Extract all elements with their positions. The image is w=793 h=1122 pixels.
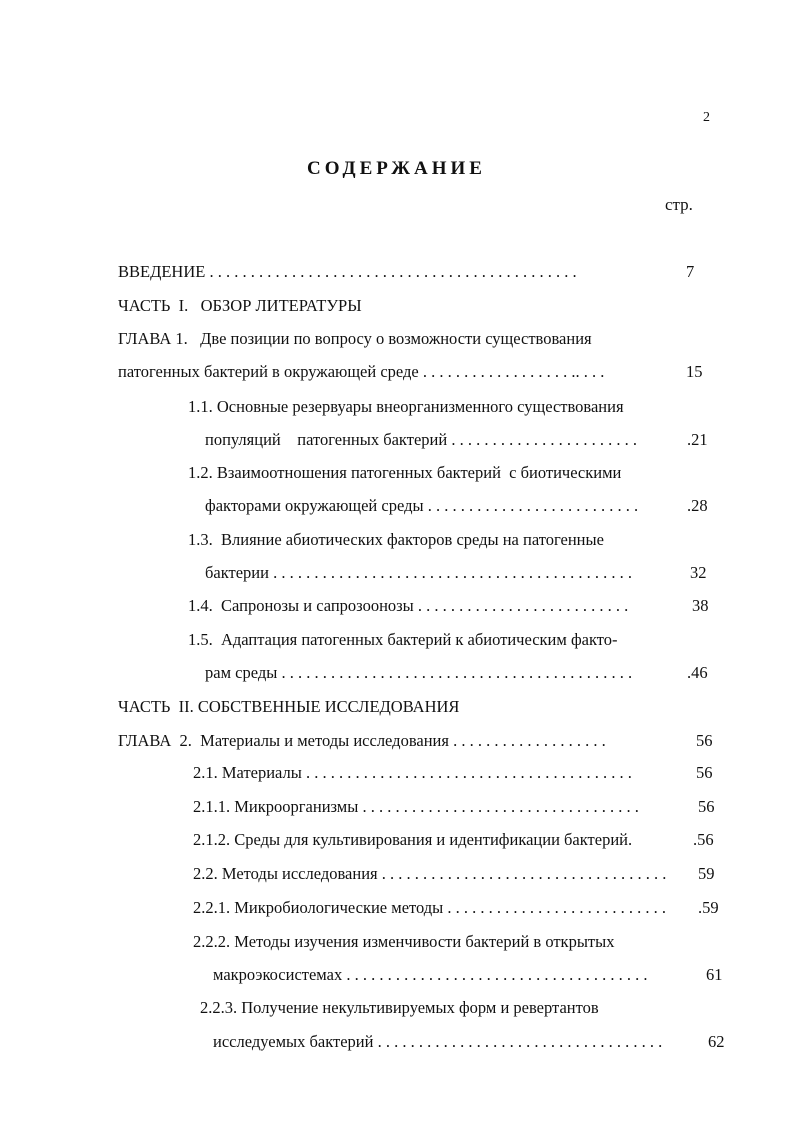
toc-text: 2.2.1. Микробиологические методы (193, 898, 444, 917)
toc-text: исследуемых бактерий (213, 1032, 374, 1051)
toc-line (193, 797, 715, 817)
toc-line (193, 932, 614, 952)
toc-line (193, 898, 719, 918)
toc-page: .28 (687, 496, 708, 515)
toc-dots: . . . . . . . . . . . . . . . . . . . . . . . . . . . . . . . . . . (362, 797, 639, 816)
toc-text: 2.1. Материалы (193, 763, 302, 782)
toc-page: 56 (698, 797, 715, 816)
toc-line (205, 563, 707, 583)
toc-text: 1.4. Сапронозы и сапрозоонозы (188, 596, 414, 615)
toc-page: 32 (690, 563, 707, 582)
toc-dots: . . . . . . . . . . . . . . . . . . .. . . . (422, 362, 605, 381)
page-number: 2 (703, 110, 710, 125)
toc-page: 59 (698, 864, 715, 883)
toc-dots: . . . . . . . . . . . . . . . . . . . . . . . (451, 430, 637, 449)
toc-dots: . . . . . . . . . . . . . . . . . . . . . . . . . . . . . . . . . . . (381, 864, 667, 883)
toc-text: 1.5. Адаптация патогенных бактерий к абиотическим факто- (188, 630, 618, 649)
toc-text: ВВЕДЕНИЕ (118, 262, 206, 281)
toc-text: 1.1. Основные резервуары внеорганизменного существования (188, 397, 624, 416)
toc-line (213, 965, 723, 985)
toc-page: .21 (687, 430, 708, 449)
toc-page: 15 (686, 362, 703, 381)
toc-dots: . . . . . . . . . . . . . . . . . . . . . . . . . . . . . . . . . . . . . . . . . . . . (273, 563, 632, 582)
toc-text: популяций патогенных бактерий (205, 430, 448, 449)
toc-dots: . . . . . . . . . . . . . . . . . . . . . . . . . . (417, 596, 629, 615)
toc-line (193, 830, 714, 850)
toc-page: .59 (698, 898, 719, 917)
toc-text: ГЛАВА 1. Две позиции по вопросу о возможности существования (118, 329, 592, 348)
toc-dots: . . . . . . . . . . . . . . . . . . . . . . . . . . . . . . . . . . . . . . . . . . . (281, 663, 633, 682)
toc-line (118, 362, 703, 382)
toc-line (188, 463, 621, 483)
page-title: СОДЕРЖАНИЕ (307, 158, 486, 179)
toc-text: бактерии (205, 563, 269, 582)
toc-text: 1.2. Взаимоотношения патогенных бактерий с биотическими (188, 463, 622, 482)
toc-page: 56 (696, 731, 713, 750)
toc-dots: . . . . . . . . . . . . . . . . . . . . . . . . . . . . . . . . . . . . . . . . (305, 763, 632, 782)
toc-line (188, 630, 618, 650)
toc-line (118, 296, 362, 316)
toc-page: 62 (708, 1032, 725, 1051)
toc-page: 7 (686, 262, 695, 281)
toc-line (118, 329, 592, 349)
toc-line (188, 397, 624, 417)
toc-line (205, 663, 708, 683)
toc-line (205, 430, 708, 450)
toc-dots: . . . . . . . . . . . . . . . . . . . . . . . . . . . . . . . . . . . . . (346, 965, 648, 984)
toc-dots: . . . . . . . . . . . . . . . . . . . . . . . . . . . (447, 898, 667, 917)
toc-page: .46 (687, 663, 708, 682)
toc-text: 1.3. Влияние абиотических факторов среды на патогенные (188, 530, 604, 549)
toc-line (118, 731, 713, 751)
toc-dots: . . . . . . . . . . . . . . . . . . . (453, 731, 606, 750)
toc-dots: . . . . . . . . . . . . . . . . . . . . . . . . . . . . . . . . . . . . . . . . . . . . . (209, 262, 577, 281)
toc-line (118, 262, 695, 282)
toc-page: 38 (692, 596, 709, 615)
toc-text: макроэкосистемах (213, 965, 343, 984)
toc-text: рам среды (205, 663, 278, 682)
toc-line (188, 596, 709, 616)
toc-line (213, 1032, 725, 1052)
toc-text: 2.1.1. Микроорганизмы (193, 797, 359, 816)
toc-text: ЧАСТЬ II. СОБСТВЕННЫЕ ИССЛЕДОВАНИЯ (118, 697, 460, 716)
toc-line (205, 496, 708, 516)
toc-text: ЧАСТЬ I. ОБЗОР ЛИТЕРАТУРЫ (118, 296, 362, 315)
toc-page: .56 (693, 830, 714, 849)
toc-page: 61 (706, 965, 723, 984)
toc-text: 2.2.2. Методы изучения изменчивости бактерий в открытых (193, 932, 615, 951)
toc-dots: . . . . . . . . . . . . . . . . . . . . . . . . . . (427, 496, 639, 515)
toc-text: патогенных бактерий в окружающей среде (118, 362, 419, 381)
toc-dots: . . . . . . . . . . . . . . . . . . . . . . . . . . . . . . . . . . . (377, 1032, 663, 1051)
toc-line (193, 864, 715, 884)
toc-text: 2.2. Методы исследования (193, 864, 378, 883)
pages-column-label: стр. (665, 195, 693, 214)
toc-page: 56 (696, 763, 713, 782)
toc-text: 2.1.2. Среды для культивирования и идентификации бактерий. (193, 830, 633, 849)
toc-text: ГЛАВА 2. Материалы и методы исследования (118, 731, 449, 750)
toc-line (200, 998, 599, 1018)
toc-line (193, 763, 713, 783)
toc-text: 2.2.3. Получение некультивируемых форм и ревертантов (200, 998, 599, 1017)
toc-text: факторами окружающей среды (205, 496, 424, 515)
toc-line (188, 530, 604, 550)
toc-line (118, 697, 459, 717)
